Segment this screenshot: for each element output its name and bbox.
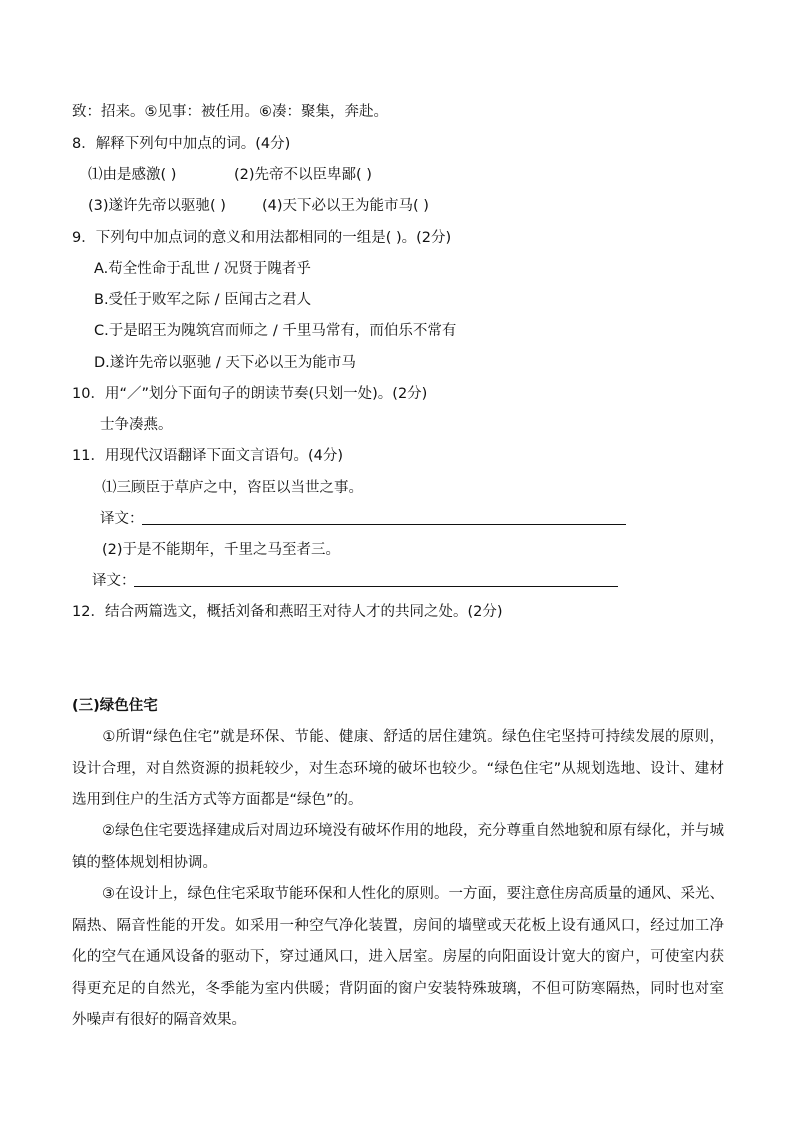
translation-label-1: 译文： [100, 511, 144, 527]
question-8-item-2: (2)先帝不以臣卑鄙( ) [234, 167, 372, 183]
question-9-option-b: B.受任于败军之际 / 臣闻古之君人 [94, 292, 312, 308]
section-3-title: (三)绿色住宅 [72, 698, 158, 714]
question-9-option-d: D.遂许先帝以驱驰 / 天下必以王为能市马 [94, 355, 356, 371]
paragraph-2-text: ②绿色住宅要选择建成后对周边环境没有破坏作用的地段，充分尊重自然地貌和原有绿化，并与城镇的整体规划相协调。 [72, 823, 724, 871]
question-11-sentence-1: ⑴三顾臣于草庐之中，咨臣以当世之事。 [102, 480, 363, 496]
annotation-line: 致：招来。⑤见事：被任用。⑥凑：聚集，奔赴。 [72, 104, 388, 120]
question-10: 10．用“／”划分下面句子的朗读节奏(只划一处)。(2分) [72, 386, 428, 402]
question-11: 11．用现代汉语翻译下面文言语句。(4分) [72, 448, 343, 464]
question-9-option-c: C.于是昭王为隗筑宫而师之 / 千里马常有，而伯乐不常有 [94, 323, 457, 339]
question-8: 8．解释下列句中加点的词。(4分) [72, 136, 291, 152]
question-8-item-3: (3)遂许先帝以驱驰( ) [88, 198, 226, 214]
question-11-sentence-2: (2)于是不能期年，千里之马至者三。 [102, 542, 341, 558]
section-3-paragraph-3 [72, 879, 724, 1037]
question-9-option-a: A.苟全性命于乱世 / 况贤于隗者乎 [94, 261, 311, 277]
translation-answer-line-1[interactable] [142, 524, 626, 525]
question-10-sentence: 士争凑燕。 [100, 417, 173, 433]
section-3-paragraph-1 [72, 722, 724, 817]
translation-label-2: 译文： [92, 573, 136, 589]
translation-answer-line-2[interactable] [134, 586, 618, 587]
paragraph-3-text: ③在设计上，绿色住宅采取节能环保和人性化的原则。一方面，要注意住房高质量的通风、采光、隔热、隔音性能的开发。如采用一种空气净化装置，房间的墙壁或天花板上设有通风口，经过加工净化的空气在通风设备的驱动下，穿过通风口，进入居室。房屋的向阳面设计宽大的窗户，可使室内获得更充足的自然光，冬季能为室内供暖；背阴面的窗户安装特殊玻璃，不但可防寒隔热，同时也对室外噪声有很好的隔音效果。 [72, 886, 724, 1028]
section-3-paragraph-2 [72, 816, 724, 879]
question-9: 9．下列句中加点词的意义和用法都相同的一组是( )。(2分) [72, 230, 452, 246]
question-8-item-4: (4)天下必以王为能市马( ) [262, 198, 429, 214]
question-12: 12．结合两篇选文，概括刘备和燕昭王对待人才的共同之处。(2分) [72, 604, 503, 620]
paragraph-1-text: ①所谓“绿色住宅”就是环保、节能、健康、舒适的居住建筑。绿色住宅坚持可持续发展的原则，设计合理，对自然资源的损耗较少，对生态环境的破坏也较少。“绿色住宅”从规划选地、设计、建材选用到住户的生活方式等方面都是“绿色”的。 [72, 729, 724, 808]
question-8-item-1: ⑴由是感激( ) [88, 167, 177, 183]
